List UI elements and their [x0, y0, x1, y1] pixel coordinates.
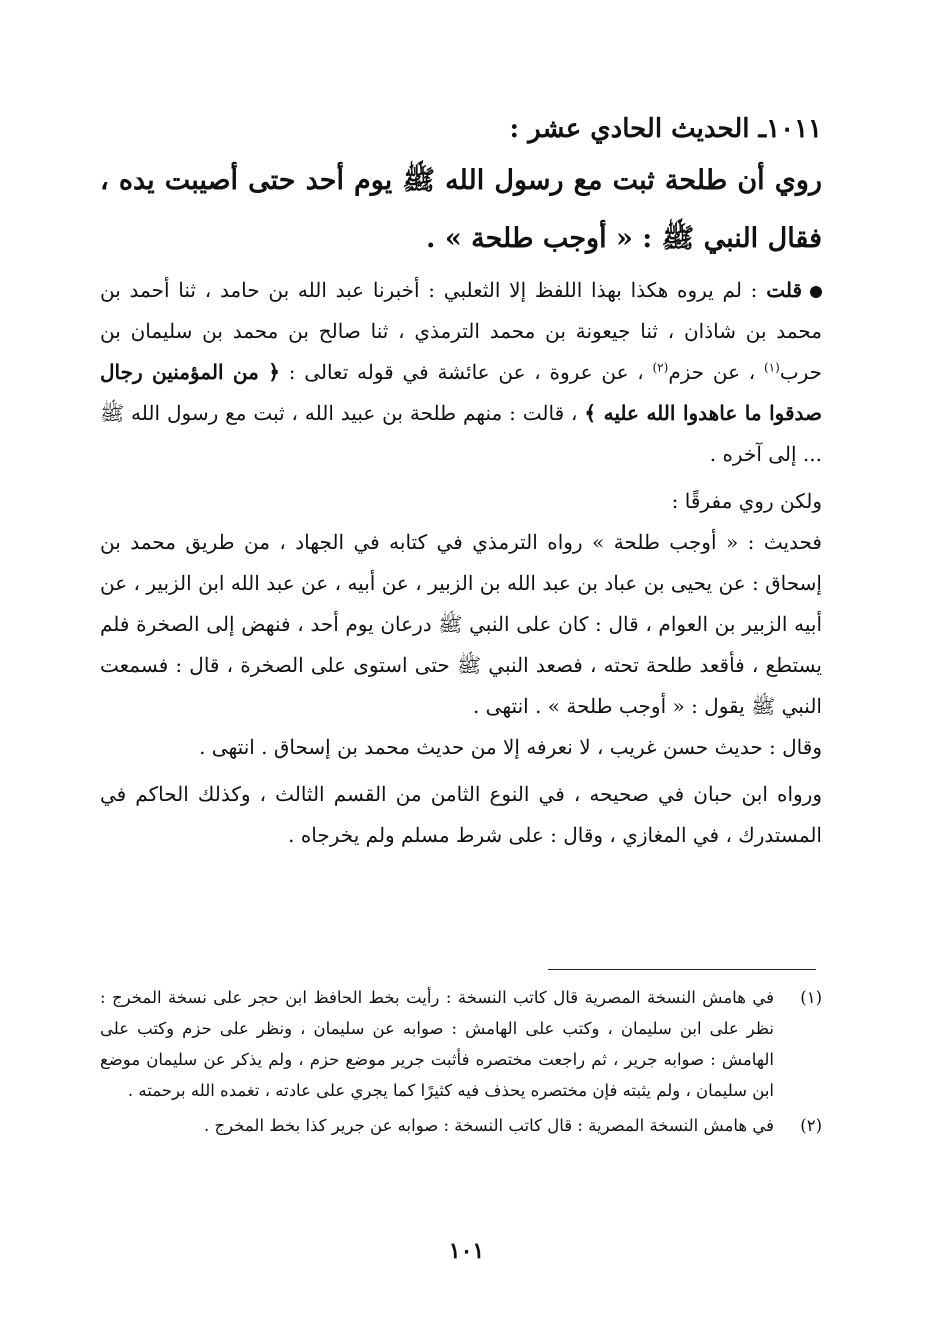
footnote-number: (٢): [800, 1116, 822, 1135]
commentary-paragraph-4: وقال : حديث حسن غريب ، لا نعرفه إلا من حديث محمد بن إسحاق . انتهى .: [199, 735, 822, 759]
footnote-text: في هامش النسخة المصرية : قال كاتب النسخة : صوابه عن جرير كذا بخط المخرج .: [204, 1116, 774, 1135]
footnote-ref-2[interactable]: (٢): [652, 360, 669, 375]
isnad-text-d: ، قالت : منهم طلحة بن عبيد الله ، ثبت مع رسول الله ﷺ ... إلى آخره .: [100, 401, 822, 466]
hadith-heading: ١٠١١ـ الحديث الحادي عشر :: [509, 114, 822, 144]
commentary-paragraph-3: فحديث : « أوجب طلحة » رواه الترمذي في كتابه في الجهاد ، من طريق محمد بن إسحاق : عن يحيى بن عباد بن عبد الله بن الزبير ، عن أبيه ، عن عبد الله ابن الزبير ، عن أبيه الزبير بن العوام ، قال : كان على النبي ﷺ درعان يوم أحد ، فنهض إلى الصخرة فلم يستطع ، فأقعد طلحة تحته ، فصعد النبي ﷺ حتى استوى على الصخرة ، قال : فسمعت النبي ﷺ يقول : « أوجب طلحة » . انتهى .: [100, 530, 822, 718]
hadith-text: روي أن طلحة ثبت مع رسول الله ﷺ يوم أحد حتى أصيبت يده ، فقال النبي ﷺ : « أوجب طلحة » .: [100, 165, 822, 254]
commentary-paragraph-5: ورواه ابن حبان في صحيحه ، في النوع الثامن من القسم الثالث ، وكذلك الحاكم في المستدرك ، في المغازي ، وقال : على شرط مسلم ولم يخرجاه .: [100, 782, 822, 847]
footnote-ref-1[interactable]: (١): [763, 360, 780, 375]
isnad-text-b: ، عن حزم: [668, 360, 756, 384]
isnad-text-c: ، عن عروة ، عن عائشة في قوله تعالى :: [288, 360, 644, 384]
footnote-1: [100, 982, 822, 1106]
quran-verse: ﴿ من المؤمنين رجال صدقوا ما عاهدوا الله عليه ﴾: [100, 360, 822, 425]
qultu-label: قلت: [766, 278, 803, 302]
page-number: ١٠١: [448, 1238, 485, 1264]
commentary-paragraph-1: [100, 270, 822, 475]
commentary: [100, 270, 822, 856]
footnote-text: في هامش النسخة المصرية قال كاتب النسخة : رأيت بخط الحافظ ابن حجر على نسخة المخرج : نظر على ابن سليمان ، وكتب على الهامش : صوابه عن سليمان ، ونظر على حزم وكتب على الهامش : صوابه جرير ، ثم راجعت مختصره فأثبت جرير موضع حزم ، ولم يذكر عن سليمان موضع ابن سليمان ، ولم يثبته فإن مختصره يحذف فيه كثيرًا كما يجري على عادته ، تغمده الله برحمته .: [100, 988, 774, 1100]
bullet-dot-icon: [810, 286, 822, 298]
footnote-divider: [548, 969, 816, 970]
commentary-paragraph-2: ولكن روي مفرقًا :: [671, 489, 822, 513]
footnote-2: [100, 1110, 822, 1141]
footnote-number: (١): [800, 988, 822, 1007]
footnotes: [100, 982, 822, 1145]
isnad-text-a: : لم يروه هكذا بهذا اللفظ إلا الثعلبي : أخبرنا عبد الله بن حامد ، ثنا أحمد بن محمد بن شاذان ، ثنا جيعونة بن محمد الترمذي ، ثنا صالح بن محمد بن سليمان بن حرب: [100, 278, 823, 384]
